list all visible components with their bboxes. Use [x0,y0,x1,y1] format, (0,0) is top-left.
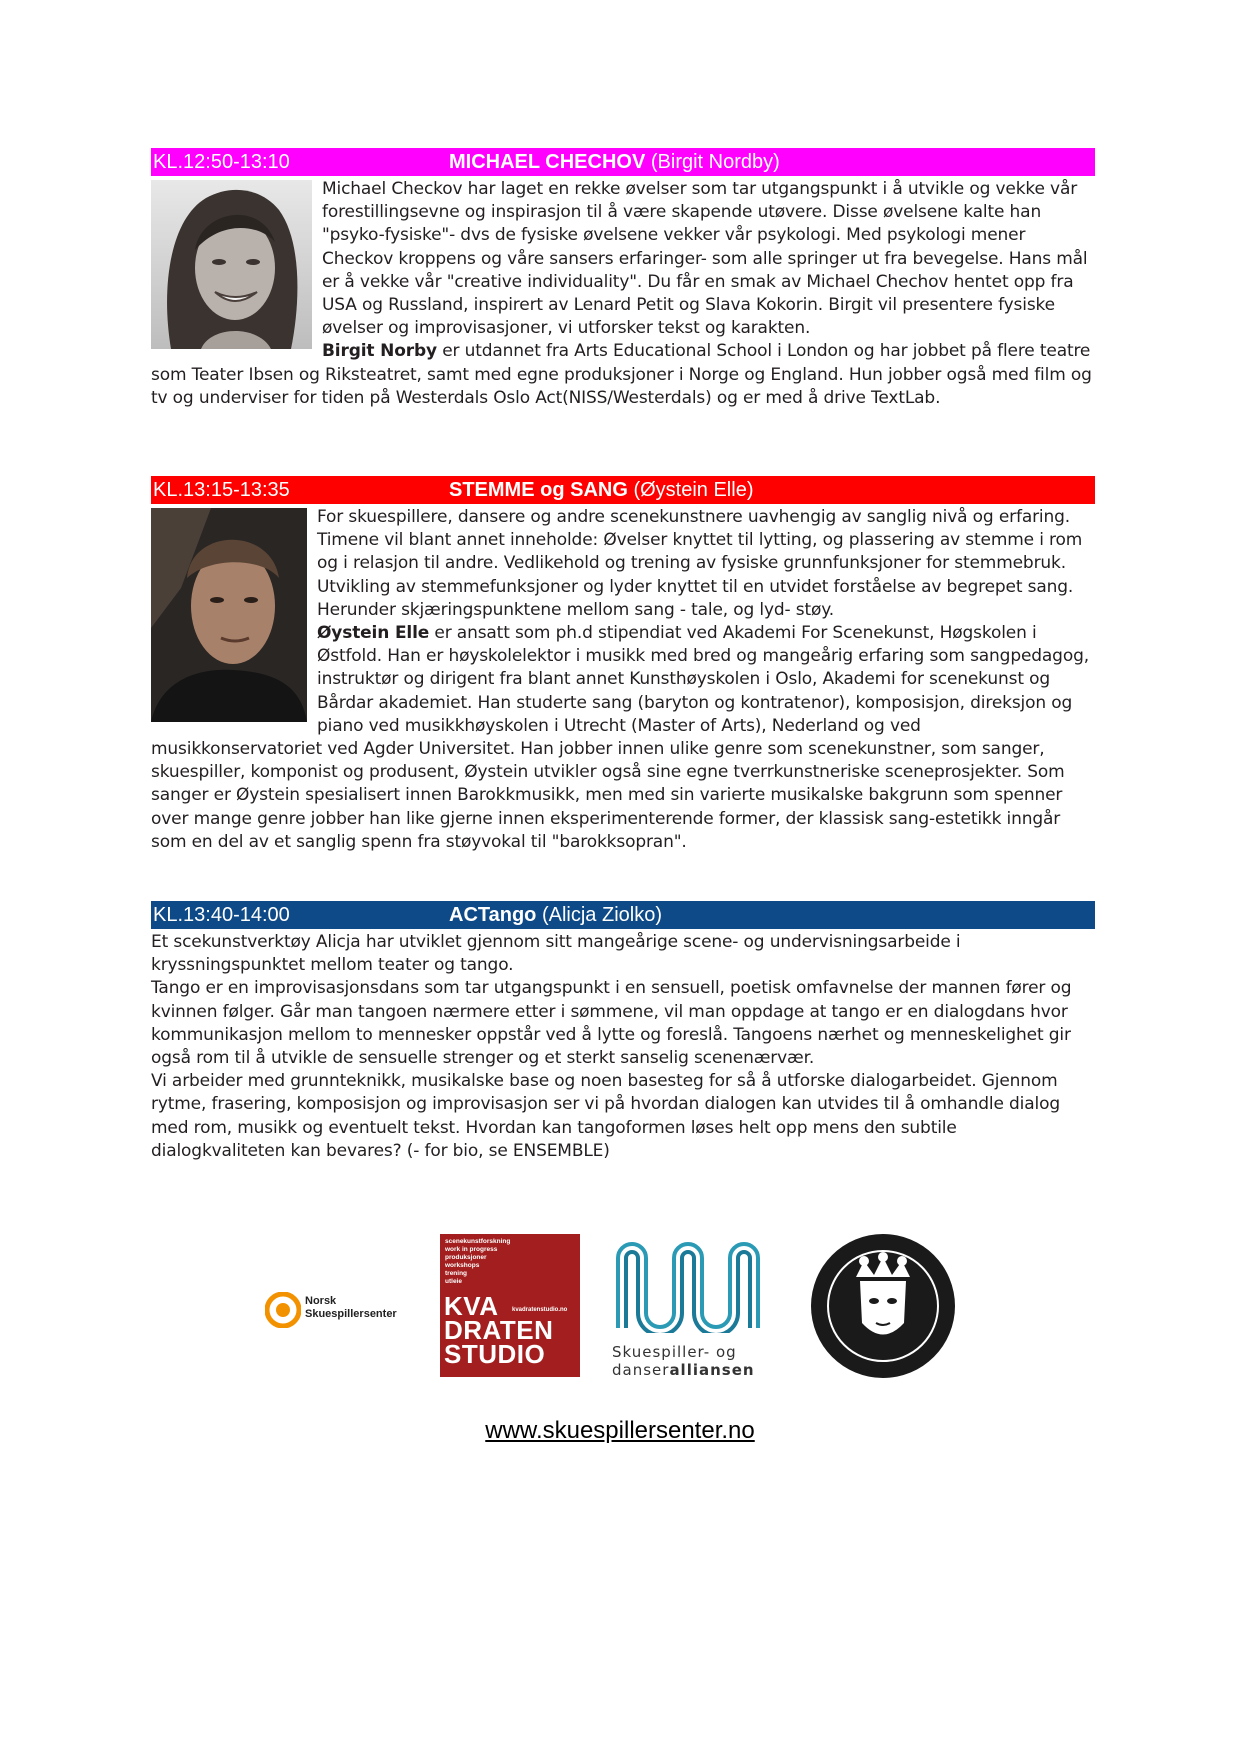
nsf-crown-emblem [808,1231,958,1381]
nss-circle-icon [265,1292,301,1328]
section-header [151,901,1095,929]
section-michael-chechov [151,148,1095,410]
session-paragraph: Vi arbeider med grunnteknikk, musikalske base og noen basesteg for så å utforske dialogarbeidet. Gjennom rytme, frasering, komposisjon og improvisasjon ser vi på hvordan dialogen kan utvides til å omhandle dialog med rom, musikk og eventuelt tekst. Hvordan kan tangoformen løses helt opp mens den subtile dialogkvaliteten kan bevares? (- for bio, se ENSEMBLE) [151,1071,1060,1161]
session-time: KL.12:50-13:10 [153,151,290,173]
session-time: KL.13:40-14:00 [153,904,290,926]
logo-norsk-skuespillersenter [265,1290,405,1330]
sda-line1: Skuespiller- og [612,1343,737,1361]
photo-birgit-nordby [151,180,312,349]
session-title: STEMME og SANG (Øystein Elle) [449,479,754,501]
session-paragraph: Et scekunstverktøy Alicja har utviklet gjennom sitt mangeårige scene- og undervisningsarbeide i kryssningspunktet mellom teater og tango. [151,932,961,976]
logo-skuespiller-og-danseralliansen [612,1238,772,1378]
section-body [151,178,1095,410]
section-header [151,476,1095,504]
photo-oystein-elle [151,508,307,722]
session-title: ACTango (Alicja Ziolko) [449,904,662,926]
session-description: Michael Checkov har laget en rekke øvelser som tar utgangspunkt i å utvikle og vekke vår forestillingsevne og inspirasjon til å være skapende utøvere. Disse øvelsene kalte han "psyko-fysiske"- dvs de fysiske øvelsene vekker vår psykologi. Med psykologi mener Checkov kroppens og våre sansers erfaringer- som alle springer ut fra bevegelse. Hans mål er å vekke vår "creative individuality". Du får en smak av Michael Chechov hentet opp fra USA og Russland, inspirert av Lenard Petit og Slava Kokorin. Birgit vil presentere fysiske øvelser og improvisasjoner, vi utforsker tekst og karakten. [322,179,1088,339]
session-bio: Birgit Norby er utdannet fra Arts Educational School i London og har jobbet på flere teatre som Teater Ibsen og Riksteatret, samt med egne produksjoner i Norge og England. Hun jobber også med film og tv og underviser for tiden på Westerdals Oslo Act(NISS/Westerdals) og er med å drive TextLab. [151,341,1092,408]
logo-kvadraten-studio: scenekunstforskning work in progress produksjoner workshops trening utleie kvadratenstudio.no KVA DRATEN STUDIO [440,1234,580,1377]
session-description: For skuespillere, dansere og andre scenekunstnere uavhengig av sanglig nivå og erfaring. Timene vil blant annet inneholde: Øvelser knyttet til lytting, og plassering av stemme i rom og i relasjon til andre. Vedlikehold og trening av fysiske grunnfunksjoner for stemmebruk. Utvikling av stemmefunksjoner og lyder knyttet til en utvidet forståelse av begrepet sang. Herunder skjæringspunktene mellom sang - tale, og lyd- støy. [317,507,1083,620]
section-stemme-og-sang [151,476,1095,854]
session-time: KL.13:15-13:35 [153,479,290,501]
section-body [151,506,1095,854]
nss-line2: Skuespillersenter [305,1308,397,1320]
nss-line1: Norsk [305,1295,337,1307]
section-actango [151,901,1095,1163]
logo-norsk-skuespillerforbund [808,1231,958,1381]
session-paragraph: Tango er en improvisasjonsdans som tar utgangspunkt i en sensuell, poetisk omfavnelse der mannen fører og kvinnen følger. Går man tangoen nærmere etter i sømmene, vil man oppdage at tango er en dialogdans hvor kommunikasjon mellom to mennesker oppstår ved å lytte og foreslå. Tangoens nærhet og menneskelighet gir også rom til å utvikle de sensuelle strenger og et sterkt sanselig scenenærvær. [151,978,1072,1069]
website-link[interactable]: www.skuespillersenter.no [485,1417,755,1444]
sponsor-logos [0,1230,1240,1390]
section-header [151,148,1095,176]
session-bio: Øystein Elle er ansatt som ph.d stipendiat ved Akademi For Scenekunst, Høgskolen i Østfold. Han er høyskolelektor i musikk med bred og mangeårig erfaring som sangpedagog, instruktør og dirigent fra blant annet Kunsthøyskolen i Oslo, Akademi for scenekunst og Bårdar akademiet. Han studerte sang (baryton og kontratenor), komposisjon, direksjon og piano ved musikkhøyskolen i Utrecht (Master of Arts), Nederland og ved musikkonservatoriet ved Agder Universitet. Han jobber innen ulike genre som scenekunstner, som sanger, skuespiller, komponist og produsent, Øystein utvikler også sine egne tverrkunstneriske sceneprosjekter. Som sanger er Øystein spesialisert innen Barokkmusikk, men med sin varierte musikalske bakgrunn som spenner over mange genre jobber han like gjerne innen eksperimenterende former, der klassisk sang-estetikk inngår som en del av et sanglig spenn fra støyvokal til "barokksopran". [151,623,1089,852]
section-body [151,931,1095,1163]
sda-line2: danseralliansen [612,1361,755,1379]
sda-wave-icon [612,1238,772,1333]
session-title: MICHAEL CHECHOV (Birgit Nordby) [449,151,780,173]
